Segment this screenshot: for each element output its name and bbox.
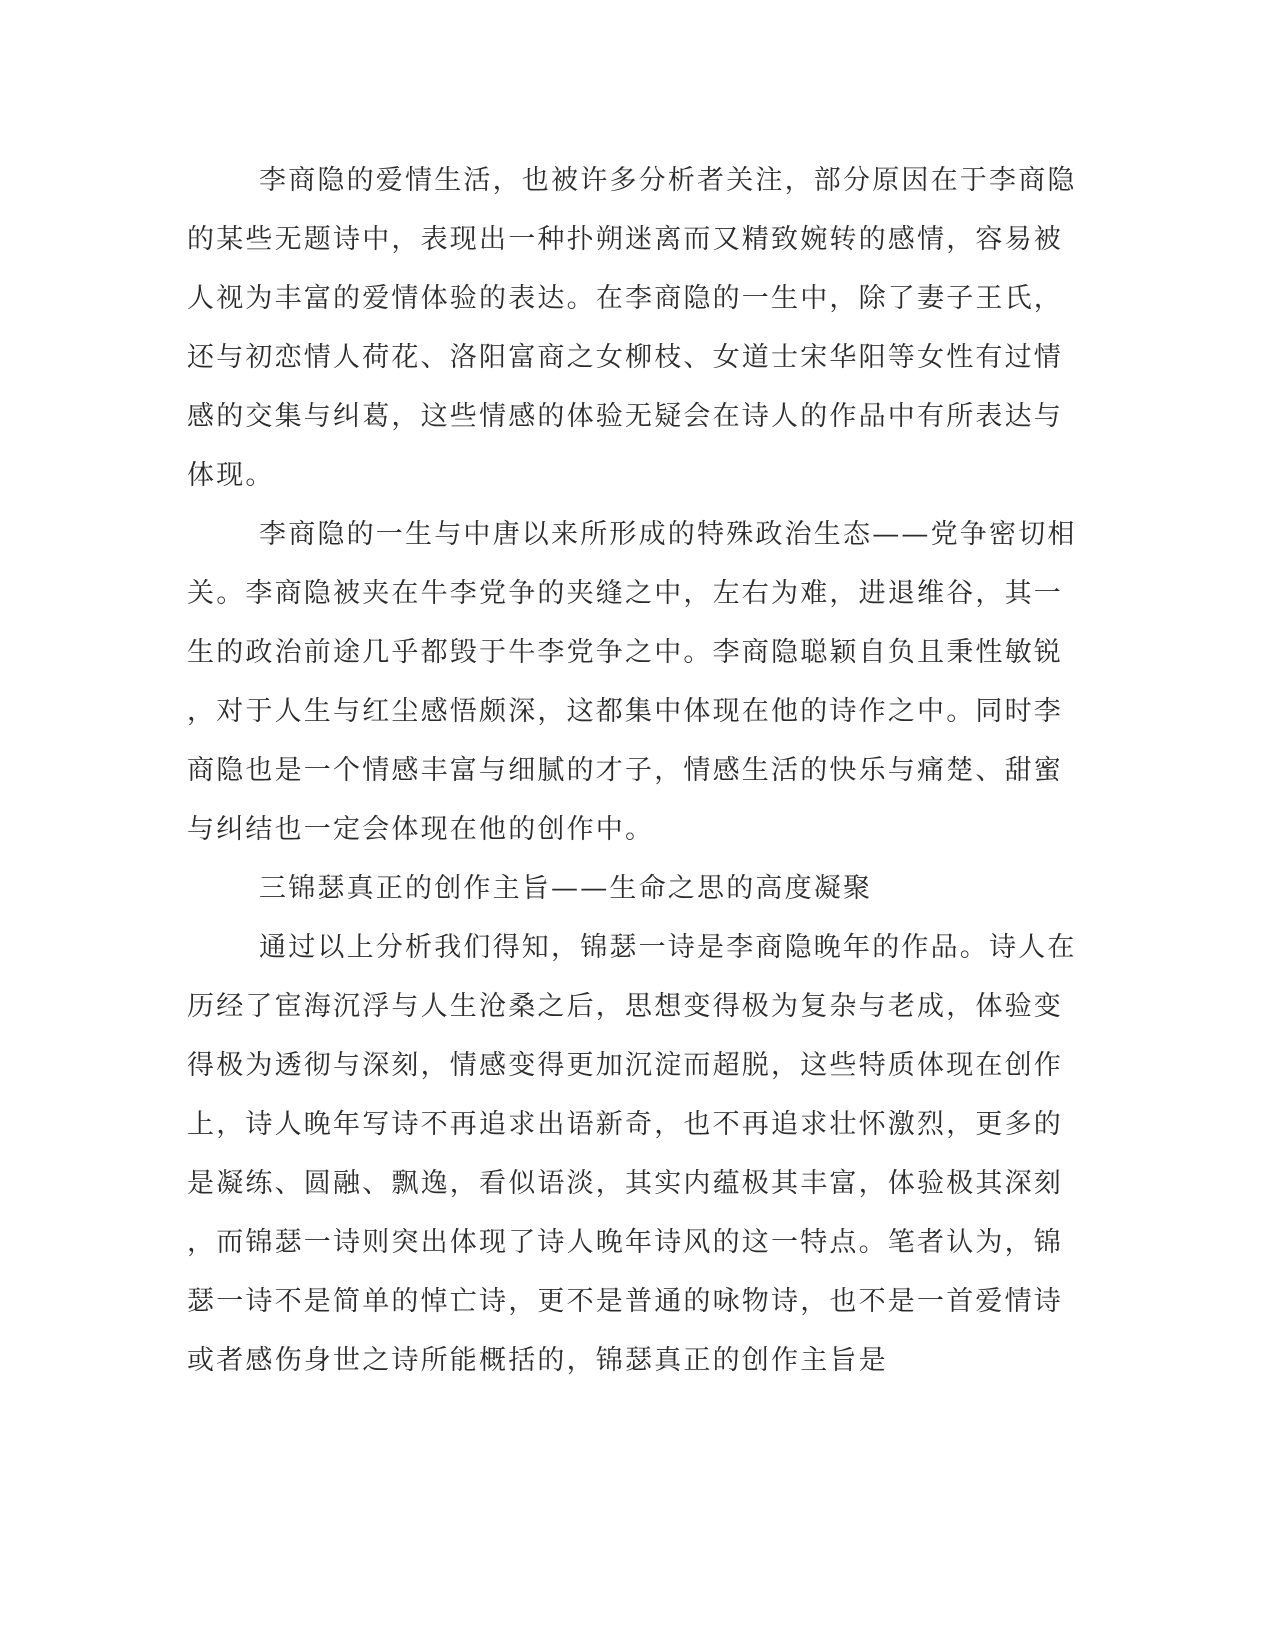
paragraph-3-line-8: 或者感伤身世之诗所能概括的，锦瑟真正的创作主旨是 (187, 1345, 888, 1376)
paragraph-3-line-4: 上，诗人晚年写诗不再追求出语新奇，也不再追求壮怀激烈，更多的 (187, 1109, 1063, 1140)
paragraph-2-line-4: ，对于人生与红尘感悟颇深，这都集中体现在他的诗作之中。同时李 (187, 696, 1063, 727)
paragraph-1-line-4: 还与初恋情人荷花、洛阳富商之女柳枝、女道士宋华阳等女性有过情 (187, 342, 1063, 373)
paragraph-3-line-3: 得极为透彻与深刻，情感变得更加沉淀而超脱，这些特质体现在创作 (187, 1050, 1063, 1081)
paragraph-3-line-5: 是凝练、圆融、飘逸，看似语淡，其实内蕴极其丰富，体验极其深刻 (187, 1168, 1063, 1199)
paragraph-2-line-2: 关。李商隐被夹在牛李党争的夹缝之中，左右为难，进退维谷，其一 (187, 578, 1063, 609)
paragraph-3-line-6: ，而锦瑟一诗则突出体现了诗人晚年诗风的这一特点。笔者认为，锦 (187, 1227, 1063, 1258)
paragraph-2-line-1: 李商隐的一生与中唐以来所形成的特殊政治生态——党争密切相 (259, 519, 1077, 550)
paragraph-3-line-7: 瑟一诗不是简单的悼亡诗，更不是普通的咏物诗，也不是一首爱情诗 (187, 1286, 1063, 1317)
paragraph-1-line-3: 人视为丰富的爱情体验的表达。在李商隐的一生中，除了妻子王氏， (187, 283, 1063, 314)
paragraph-2-line-6: 与纠结也一定会体现在他的创作中。 (187, 814, 655, 845)
paragraph-1-line-6: 体现。 (187, 460, 275, 491)
paragraph-3-line-2: 历经了宦海沉浮与人生沧桑之后，思想变得极为复杂与老成，体验变 (187, 991, 1063, 1022)
paragraph-1-line-5: 感的交集与纠葛，这些情感的体验无疑会在诗人的作品中有所表达与 (187, 401, 1063, 432)
paragraph-2-line-5: 商隐也是一个情感丰富与细腻的才子，情感生活的快乐与痛楚、甜蜜 (187, 755, 1063, 786)
paragraph-1-line-2: 的某些无题诗中，表现出一种扑朔迷离而又精致婉转的感情，容易被 (187, 224, 1063, 255)
paragraph-3-line-1: 通过以上分析我们得知，锦瑟一诗是李商隐晚年的作品。诗人在 (259, 932, 1077, 963)
section-heading: 三锦瑟真正的创作主旨——生命之思的高度凝聚 (259, 873, 873, 904)
paragraph-2-line-3: 生的政治前途几乎都毁于牛李党争之中。李商隐聪颖自负且秉性敏锐 (187, 637, 1063, 668)
paragraph-1-line-1: 李商隐的爱情生活，也被许多分析者关注，部分原因在于李商隐 (259, 165, 1077, 196)
